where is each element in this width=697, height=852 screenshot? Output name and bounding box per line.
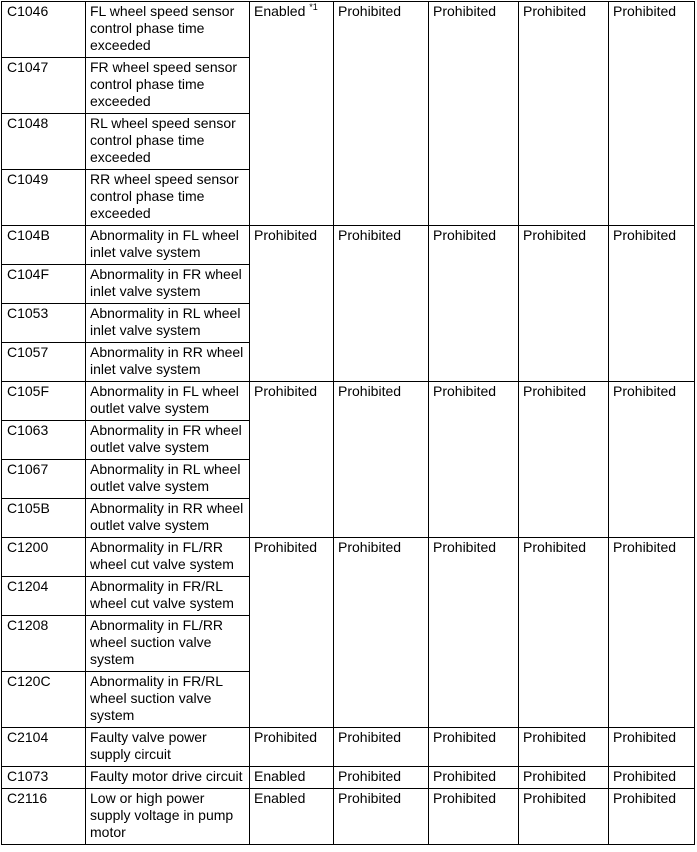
status-cell: Prohibited [250,382,334,538]
status-cell: Prohibited [519,767,609,789]
status-cell: Prohibited [334,538,429,728]
status-cell [250,2,334,226]
table-row [2,767,695,789]
dtc-code: C1047 [2,58,86,114]
table-row [2,382,695,421]
status-cell: Prohibited [334,382,429,538]
table-row [2,2,695,58]
dtc-code: C104B [2,226,86,265]
dtc-code: C1046 [2,2,86,58]
dtc-description: Abnormality in FR wheel outlet valve system [86,421,250,460]
status-cell: Prohibited [429,226,519,382]
status-cell: Prohibited [519,789,609,845]
dtc-code: C1067 [2,460,86,499]
dtc-code: C1204 [2,577,86,616]
status-cell: Prohibited [334,767,429,789]
status-cell: Prohibited [609,226,695,382]
dtc-code: C1200 [2,538,86,577]
dtc-description: Abnormality in RL wheel inlet valve system [86,304,250,343]
status-cell: Prohibited [609,789,695,845]
status-cell: Prohibited [250,728,334,767]
dtc-code: C105F [2,382,86,421]
dtc-description: RL wheel speed sensor control phase time exceeded [86,114,250,170]
dtc-code: C120C [2,672,86,728]
status-cell: Prohibited [609,767,695,789]
dtc-description: Abnormality in FR wheel inlet valve system [86,265,250,304]
status-cell: Prohibited [519,728,609,767]
dtc-description: Abnormality in RL wheel outlet valve system [86,460,250,499]
status-cell: Prohibited [429,382,519,538]
dtc-description: FL wheel speed sensor control phase time exceeded [86,2,250,58]
status-cell: Prohibited [334,2,429,226]
dtc-table [1,1,695,845]
status-cell: Prohibited [609,538,695,728]
dtc-description: Faulty valve power supply circuit [86,728,250,767]
dtc-description: Low or high power supply voltage in pump motor [86,789,250,845]
dtc-code: C104F [2,265,86,304]
status-cell: Prohibited [609,728,695,767]
status-cell: Enabled [250,767,334,789]
status-cell: Prohibited [519,538,609,728]
dtc-code: C2116 [2,789,86,845]
table-row [2,728,695,767]
dtc-code: C1208 [2,616,86,672]
dtc-description: Abnormality in FL/RR wheel suction valve system [86,616,250,672]
status-cell: Prohibited [429,767,519,789]
dtc-description: Abnormality in RR wheel outlet valve system [86,499,250,538]
table-row [2,226,695,265]
footnote-marker: *1 [309,2,318,12]
status-cell: Prohibited [609,2,695,226]
status-cell: Prohibited [609,382,695,538]
dtc-code: C1057 [2,343,86,382]
dtc-description: Abnormality in FL wheel inlet valve system [86,226,250,265]
status-cell: Prohibited [334,728,429,767]
dtc-description: RR wheel speed sensor control phase time exceeded [86,170,250,226]
status-cell: Prohibited [429,2,519,226]
dtc-code: C1053 [2,304,86,343]
dtc-description: Abnormality in FL/RR wheel cut valve system [86,538,250,577]
table-row [2,538,695,577]
status-cell: Prohibited [250,226,334,382]
status-cell: Prohibited [519,382,609,538]
dtc-description: FR wheel speed sensor control phase time exceeded [86,58,250,114]
status-cell: Prohibited [250,538,334,728]
status-cell: Prohibited [519,226,609,382]
dtc-code: C1048 [2,114,86,170]
status-cell: Prohibited [429,538,519,728]
dtc-code: C105B [2,499,86,538]
dtc-description: Abnormality in FR/RL wheel suction valve system [86,672,250,728]
dtc-code: C1063 [2,421,86,460]
status-text: Enabled [254,3,306,19]
table-row [2,789,695,845]
status-cell: Prohibited [429,728,519,767]
status-cell: Prohibited [334,789,429,845]
dtc-code: C1073 [2,767,86,789]
dtc-code: C1049 [2,170,86,226]
dtc-description: Abnormality in FL wheel outlet valve system [86,382,250,421]
status-cell: Prohibited [519,2,609,226]
dtc-description: Abnormality in RR wheel inlet valve system [86,343,250,382]
status-cell: Prohibited [334,226,429,382]
dtc-description: Faulty motor drive circuit [86,767,250,789]
status-cell: Enabled [250,789,334,845]
status-cell: Prohibited [429,789,519,845]
dtc-description: Abnormality in FR/RL wheel cut valve system [86,577,250,616]
dtc-code: C2104 [2,728,86,767]
